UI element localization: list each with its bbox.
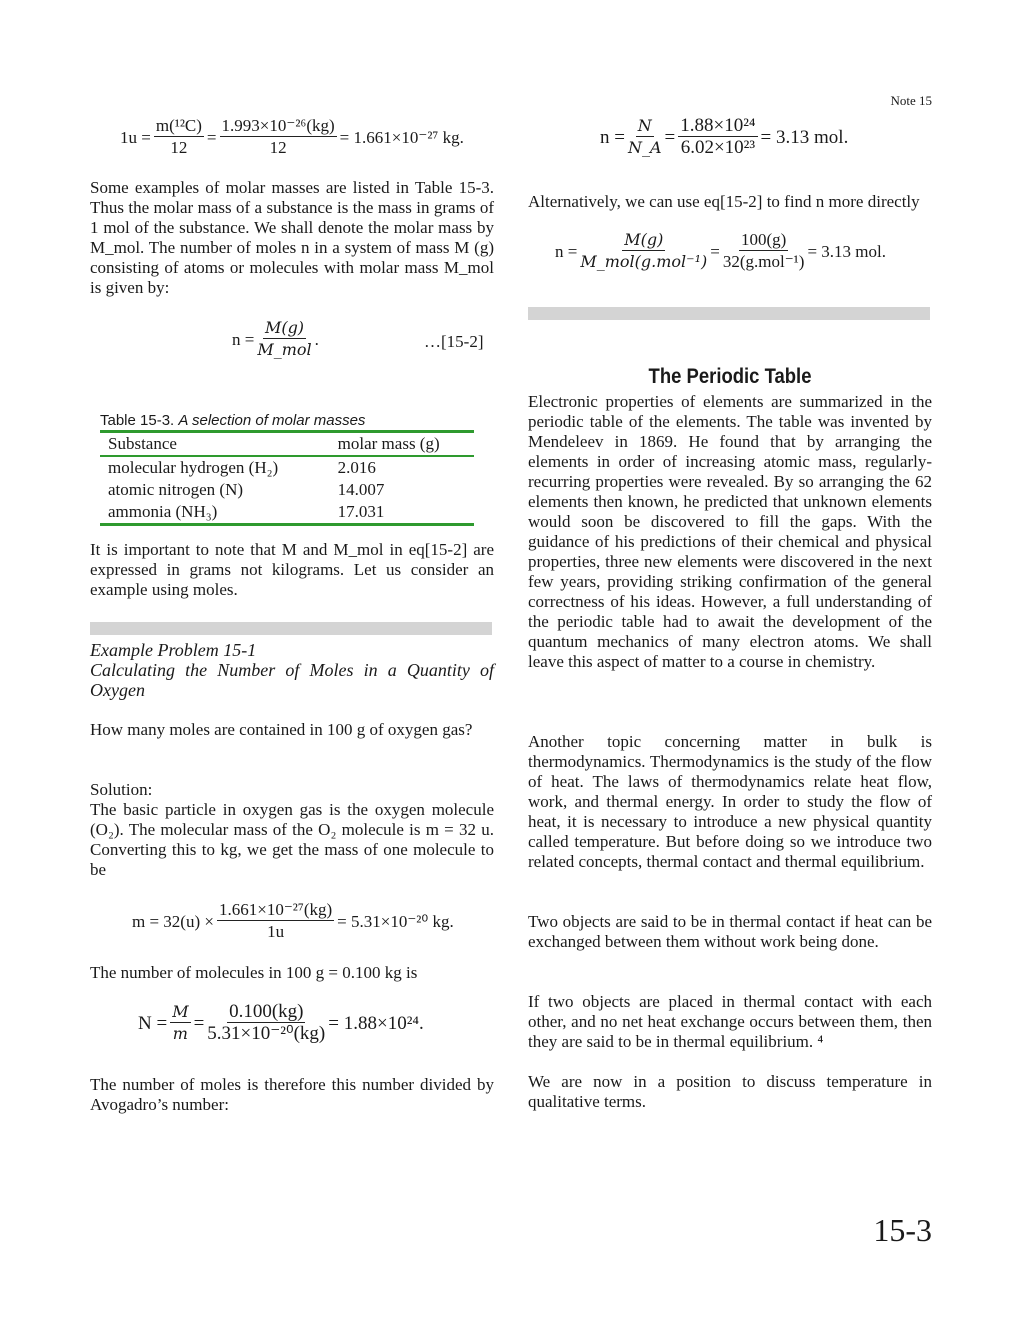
section-title: The Periodic Table bbox=[648, 365, 812, 388]
page-number: 15-3 bbox=[873, 1212, 932, 1248]
table-row bbox=[100, 479, 474, 501]
eq-period: . bbox=[314, 329, 319, 349]
eq-numerator: 1.88×10²⁴ bbox=[680, 115, 756, 136]
eq-rhs: = 5.31×10⁻²⁰ kg. bbox=[337, 911, 454, 931]
eq-lhs: n = bbox=[232, 329, 255, 349]
example-question: How many moles are contained in 100 g of oxygen gas? bbox=[90, 720, 473, 739]
paragraph-molar-mass: Some examples of molar masses are listed in Table 15-3. Thus the molar mass of a substance is the mass in grams of 1 mol of the substance. We shall denote the molar mass by M_mol. The number of moles n in a system of mass M (g) consisting of atoms or molecules with molar mass M_mol is given by: bbox=[90, 178, 494, 297]
divider-bar bbox=[528, 307, 930, 320]
paragraph-number-molecules: The number of molecules in 100 g = 0.100 kg is bbox=[90, 963, 418, 982]
eq-numerator: m(¹²C) bbox=[155, 116, 202, 135]
eq-numerator: 0.100(kg) bbox=[229, 1001, 304, 1022]
eq-equals: = bbox=[193, 1012, 205, 1034]
eq-lhs: n = bbox=[600, 126, 625, 148]
eq-equals: = bbox=[710, 241, 720, 261]
eq-numerator: 1.993×10⁻²⁶(kg) bbox=[221, 116, 335, 135]
divider-bar bbox=[90, 622, 492, 635]
eq-denominator: m bbox=[172, 1024, 188, 1043]
paragraph-periodic-table: Electronic properties of elements are summarized in the periodic table of the elements. The table was invented by Mendeleev in 1869. He found that by arranging the elements in order of increasing atomic mass, regularly-recurring properties were revealed. By so arranging the 62 elements then known, he predicted that unknown elements would soon be discovered to fill the gaps. With the guidance of his predictions of their chemical and physical properties, three new elements were discovered in the next few years, providing striking confirmation of the general correctness of his ideas. However, a full understanding of the periodic table had to await the development of the quantum mechanics of many electron atoms. We shall leave this aspect of matter to a course in chemistry. bbox=[528, 392, 932, 671]
table-row bbox=[100, 501, 474, 525]
equation-molecule-mass bbox=[132, 900, 454, 943]
eq-numerator: M(g) bbox=[624, 230, 664, 249]
equation-atomic-mass-unit bbox=[120, 116, 464, 159]
equation-label: …[15-2] bbox=[424, 332, 484, 351]
paragraph-solution: The basic particle in oxygen gas is the oxygen molecule (O₂). The molecular mass of the O₂ molecule is m = 32 u. Converting this to kg, we get the mass of one molecule to be bbox=[90, 800, 494, 879]
eq-equals: = bbox=[664, 126, 676, 148]
eq-rhs: = 1.661×10⁻²⁷ kg. bbox=[339, 127, 464, 147]
eq-denominator: 1u bbox=[267, 922, 285, 941]
table bbox=[100, 430, 474, 526]
cell: atomic nitrogen (N) bbox=[108, 480, 244, 499]
table-row bbox=[100, 456, 474, 479]
equation-n-direct bbox=[555, 230, 886, 273]
eq-denominator: N_A bbox=[627, 138, 662, 157]
cell: 17.031 bbox=[337, 502, 385, 521]
paragraph-thermodynamics: Another topic concerning matter in bulk is thermodynamics. Thermodynamics is the study of the flow of heat. The laws of thermodynamics relate heat flow, work, and thermal energy. In order to study the flow of heat, it is necessary to introduce a new physical quantity called temperature. But before doing so we introduce two related concepts, thermal contact and thermal equilibrium. bbox=[528, 732, 932, 871]
table-header-row bbox=[100, 432, 474, 457]
cell: ammonia (NH₃) bbox=[108, 502, 218, 521]
eq-numerator: N bbox=[637, 116, 652, 135]
cell: molecular hydrogen (H₂) bbox=[108, 458, 279, 477]
caption-label: Table 15-3. bbox=[100, 412, 175, 429]
eq-equals: = bbox=[206, 127, 217, 147]
eq-rhs: = 1.88×10²⁴. bbox=[328, 1012, 424, 1034]
eq-rhs: = 3.13 mol. bbox=[760, 126, 849, 148]
equation-15-2 bbox=[232, 318, 319, 361]
eq-denominator: 5.31×10⁻²⁰(kg) bbox=[207, 1023, 326, 1044]
paragraph-note: It is important to note that M and M_mol in eq[15-2] are expressed in grams not kilograms. Let us consider an example using moles. bbox=[90, 540, 494, 599]
header-cell: Substance bbox=[108, 434, 177, 453]
running-header: Note 15 bbox=[890, 93, 932, 108]
eq-lhs: N = bbox=[138, 1012, 168, 1034]
paragraph-temperature: We are now in a position to discuss temperature in qualitative terms. bbox=[528, 1072, 932, 1111]
equation-n-avogadro bbox=[600, 116, 848, 159]
eq-denominator: 6.02×10²³ bbox=[680, 137, 756, 158]
eq-numerator: M bbox=[172, 1002, 189, 1021]
paragraph-thermal-contact: Two objects are said to be in thermal contact if heat can be exchanged between them without work being done. bbox=[528, 912, 932, 951]
cell: 14.007 bbox=[337, 480, 385, 499]
paragraph-thermal-equilibrium: If two objects are placed in thermal contact with each other, and no net heat exchange occurs between them, then they are said to be in thermal equilibrium. ⁴ bbox=[528, 992, 932, 1051]
eq-denominator: M_mol bbox=[257, 340, 312, 359]
eq-numerator: M(g) bbox=[264, 318, 305, 337]
paragraph-alternatively: Alternatively, we can use eq[15-2] to find n more directly bbox=[528, 192, 920, 211]
eq-rhs: = 3.13 mol. bbox=[807, 241, 886, 261]
header-cell: molar mass (g) bbox=[337, 434, 440, 453]
eq-denominator: 32(g.mol⁻¹) bbox=[722, 252, 805, 271]
solution-label: Solution: bbox=[90, 780, 153, 799]
eq-denominator: M_mol(g.mol⁻¹) bbox=[580, 252, 708, 271]
eq-lhs: m = 32(u) × bbox=[132, 911, 214, 931]
cell: 2.016 bbox=[337, 458, 376, 477]
eq-numerator: 1.661×10⁻²⁷(kg) bbox=[218, 900, 333, 919]
caption-text: A selection of molar masses bbox=[178, 412, 366, 429]
molar-mass-table bbox=[100, 412, 474, 526]
paragraph-avogadro: The number of moles is therefore this number divided by Avogadro’s number: bbox=[90, 1075, 494, 1114]
example-title: Calculating the Number of Moles in a Quantity of Oxygen bbox=[90, 660, 494, 700]
table-caption bbox=[100, 412, 474, 430]
eq-lhs: 1u = bbox=[120, 127, 151, 147]
eq-denominator: 12 bbox=[269, 138, 287, 157]
eq-denominator: 12 bbox=[170, 138, 188, 157]
example-label: Example Problem 15-1 bbox=[90, 640, 257, 660]
eq-lhs: n = bbox=[555, 241, 578, 261]
eq-numerator: 100(g) bbox=[740, 230, 787, 249]
equation-N bbox=[138, 1002, 424, 1045]
